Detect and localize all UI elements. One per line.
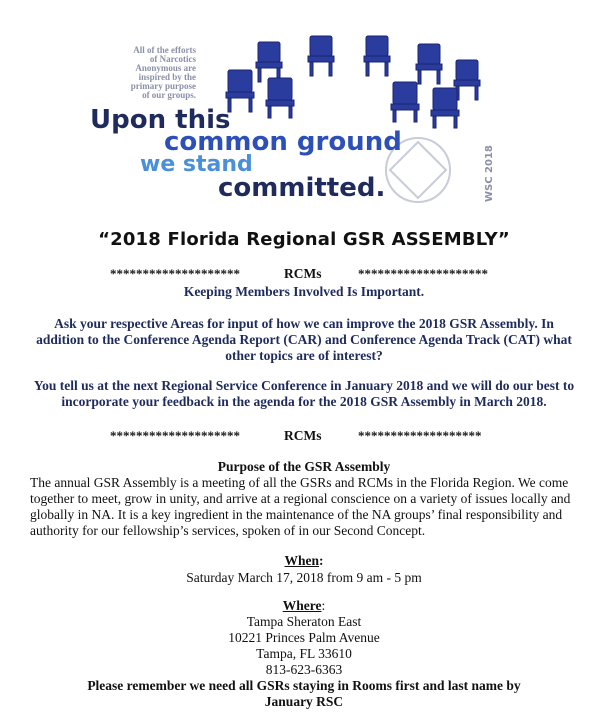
ask-paragraph: Ask your respective Areas for input of how we can improve the 2018 GSR Assembly. In addition to the Conference Agenda Report (CAR) and Conference Agenda Track (CAT) what other topics are of interest? xyxy=(36,316,572,363)
logo-quote-line: of Narcotics xyxy=(149,54,196,64)
logo-quote-line: primary purpose xyxy=(130,81,196,91)
rcm-label: RCMs xyxy=(284,428,322,443)
logo-quote-line: inspired by the xyxy=(138,72,196,82)
where-phone: 813-623-6363 xyxy=(265,662,343,677)
logo-slogan-line3: we stand xyxy=(140,152,253,177)
stars-divider: ******************** xyxy=(110,266,240,281)
where-venue: Tampa Sheraton East xyxy=(246,614,362,629)
logo-slogan-line2: common ground xyxy=(164,127,402,157)
logo-quote-line: of our groups. xyxy=(142,90,196,100)
stars-divider: ******************** xyxy=(358,266,488,281)
logo-quote-line: Anonymous are xyxy=(135,63,196,73)
logo-slogan-line4: committed. xyxy=(218,173,386,203)
stars-divider: ******************* xyxy=(358,428,482,443)
purpose-heading: Purpose of the GSR Assembly xyxy=(217,459,391,474)
when-value: Saturday March 17, 2018 from 9 am - 5 pm xyxy=(186,570,422,585)
when-colon: : xyxy=(319,553,324,568)
logo-slogan-line1: Upon this xyxy=(90,105,231,135)
rooms-reminder: Please remember we need all GSRs staying in Rooms first and last name by January RSC xyxy=(87,678,521,709)
rcm-label: RCMs xyxy=(284,266,322,281)
stars-divider: ******************** xyxy=(110,428,240,443)
where-heading xyxy=(0,598,608,614)
tell-paragraph: You tell us at the next Regional Service Conference in January 2018 and we will do our best to incorporate your feedback in the agenda for the 2018 GSR Assembly in March 2018. xyxy=(33,378,575,409)
wsc-logo xyxy=(88,30,508,215)
logo-side-text: WSC 2018 xyxy=(484,145,495,202)
where-city: Tampa, FL 33610 xyxy=(256,646,352,661)
logo-quote-line: All of the efforts xyxy=(133,45,196,55)
where-street: 10221 Princes Palm Avenue xyxy=(228,630,380,645)
page-title: “2018 Florida Regional GSR ASSEMBLY” xyxy=(98,229,510,250)
where-label: Where xyxy=(282,598,322,613)
where-colon: : xyxy=(321,598,326,613)
when-label: When xyxy=(284,553,319,568)
chairs-illustration xyxy=(226,36,480,128)
purpose-body: The annual GSR Assembly is a meeting of all the GSRs and RCMs in the Florida Region. We come together to meet, grow in unity, and arrive at a regional conscience on a variety of issues locally and globally in NA. It is a key ingredient in the maintenance of the NA groups’ final responsibility and authority for our fellowship’s services, spoken of in our Second Concept. xyxy=(30,475,571,538)
when-heading xyxy=(0,553,608,569)
keeping-members-line: Keeping Members Involved Is Important. xyxy=(183,284,425,299)
